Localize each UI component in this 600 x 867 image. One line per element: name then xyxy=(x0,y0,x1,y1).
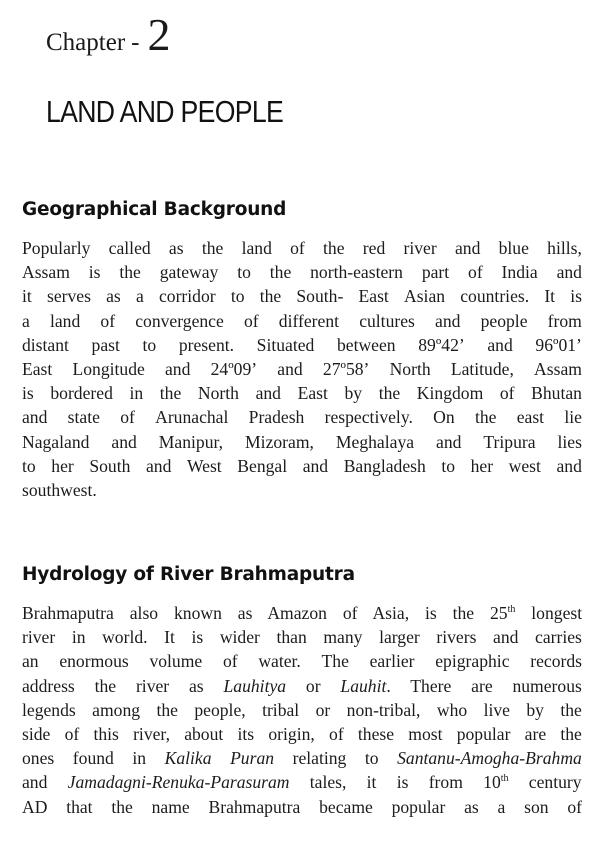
paragraph-line: legends among the people, tribal or non-tribal, who live by the xyxy=(22,699,582,720)
chapter-label xyxy=(46,9,171,62)
paragraph-hydrology xyxy=(22,601,582,819)
paragraph-line: is bordered in the North and East by the Kingdom of Bhutan xyxy=(22,383,582,404)
paragraph-line: an enormous volume of water. The earlier epigraphic records xyxy=(22,651,582,672)
paragraph-line: river in world. It is wider than many larger rivers and carries xyxy=(22,627,582,648)
paragraph-line: side of this river, about its origin, of these most popular are the xyxy=(22,723,582,744)
paragraph-line: southwest. xyxy=(22,479,97,500)
chapter-title: LAND AND PEOPLE xyxy=(46,94,284,129)
section-heading-hydrology: Hydrology of River Brahmaputra xyxy=(22,564,355,585)
paragraph-line: AD that the name Brahmaputra became popular as a son of xyxy=(22,796,582,817)
paragraph-line: it serves as a corridor to the South- East Asian countries. It is xyxy=(22,286,582,307)
paragraph-line: and state of Arunachal Pradesh respectively. On the east lie xyxy=(22,407,582,428)
chapter-dash: - xyxy=(131,29,140,56)
paragraph-line: distant past to present. Situated between 89º42’ and 96º01’ xyxy=(22,334,582,355)
paragraph-line: Nagaland and Manipur, Mizoram, Meghalaya and Tripura lies xyxy=(22,431,582,452)
paragraph-line: and Jamadagni-Renuka-Parasuram tales, it is from 10th century xyxy=(22,772,582,793)
paragraph-line: a land of convergence of different cultures and people from xyxy=(22,310,582,331)
paragraph-line: to her South and West Bengal and Bangladesh to her west and xyxy=(22,455,582,476)
paragraph-line: Popularly called as the land of the red river and blue hills, xyxy=(22,238,582,258)
paragraph-line: Assam is the gateway to the north-eastern part of India and xyxy=(22,262,582,283)
chapter-number: 2 xyxy=(147,9,171,60)
chapter-word: Chapter xyxy=(46,29,126,56)
paragraph-line: ones found in Kalika Puran relating to Santanu-Amogha-Brahma xyxy=(22,748,582,769)
paragraph-line: Brahmaputra also known as Amazon of Asia, is the 25th longest xyxy=(22,603,583,623)
paragraph-line: address the river as Lauhitya or Lauhit. There are numerous xyxy=(22,675,582,696)
paragraph-line: East Longitude and 24º09’ and 27º58’ North Latitude, Assam xyxy=(22,358,582,379)
section-heading-geographical-background: Geographical Background xyxy=(22,199,287,220)
paragraph-geographical-background xyxy=(22,236,582,502)
